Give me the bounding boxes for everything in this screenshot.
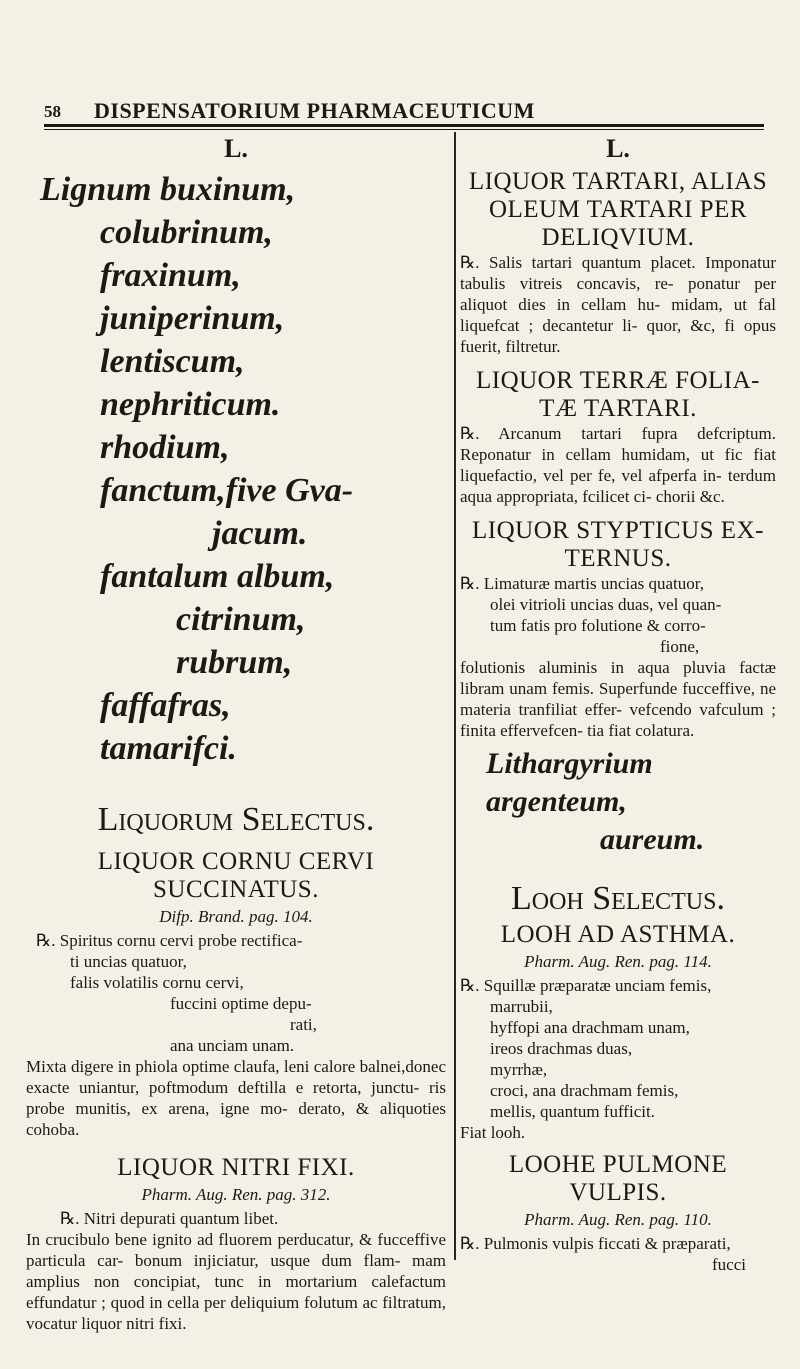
section-title: Looh Selectus. [510,880,725,917]
list-item: juniperinum, [100,300,285,337]
entry-title: TÆ TARTARI. [539,395,697,422]
entry-title: SUCCINATUS. [153,876,319,903]
left-column [26,134,446,1334]
recipe-line: marrubii, [490,997,553,1016]
recipe-line: falis volatilis cornu cervi, [70,973,244,992]
list-item: Lignum buxinum, [40,171,296,208]
header-rule-thin [44,129,764,130]
entry-title: LIQUOR TARTARI, ALIAS [468,168,768,195]
recipe-line: mellis, quantum fufficit. [490,1102,655,1121]
list-item: lentiscum, [100,343,245,380]
recipe-line: ℞. Squillæ præparatæ unciam femis, [460,976,712,995]
recipe-line: fuccini optime depu- [170,994,312,1013]
entry-liquor-cornu-cervi [26,848,446,1140]
recipe-line: olei vitrioli uncias duas, vel quan- [490,595,722,614]
recipe-line: rati, [290,1015,317,1034]
recipe-line: ℞. Spiritus cornu cervi probe rectifica- [36,931,303,950]
section-letter: L. [224,134,248,163]
recipe-line: hyffopi ana drachmam unam, [490,1018,690,1037]
entry-text: ℞. Salis tartari quantum placet. Imponatur tabulis vitreis concavis, re- ponatur per aliquot dies in cellam hu- midam, ut fal liquefcat ; decantetur li- quor, &c, fi opus fuerit, filtretur. [460,253,776,356]
running-title: DISPENSATORIUM PHARMACEUTICUM [94,98,535,123]
entry-reference: Difp. Brand. pag. 104. [159,907,313,926]
entry-title: LIQUOR NITRI FIXI. [117,1154,355,1181]
list-item: jacum. [212,515,308,552]
entry-liquor-tartari [460,168,776,357]
recipe-line: croci, ana drachmam femis, [490,1081,679,1100]
list-item: fanctum,five Gva- [100,472,354,509]
entry-title: TERNUS. [564,545,672,572]
recipe-line: fione, [660,637,700,656]
entry-title: DELIQVIUM. [541,224,695,251]
ligna-list [26,168,446,770]
list-item: nephriticum. [100,386,281,423]
recipe-line: ireos drachmas duas, [490,1039,633,1058]
recipe-line: ti uncias quatuor, [70,952,187,971]
entry-text: ℞. Arcanum tartari fupra defcriptum. Reponatur in cellam humidam, ut fic fiat liquefactio, vel per fe, vel afperfa in- terdum aqua appropriata, fcilicet ci- chorii &c. [460,424,776,506]
entry-reference: Pharm. Aug. Ren. pag. 114. [524,952,712,971]
entry-text: folutionis aluminis in aqua pluvia factæ libram unam femis. Superfunde fucceffive, ne materia tranfiliat effer- vefcendo vafculum ; finita effervefcen- tia fiat colatura. [460,658,776,740]
entry-liquor-stypticus [460,517,776,859]
recipe-line: ℞. Limaturæ martis uncias quatuor, [460,574,705,593]
list-item: tamarifci. [100,730,237,767]
entry-loohe-pulmone-vulpis [460,1151,776,1275]
list-item: rubrum, [176,644,293,681]
list-item: citrinum, [176,601,306,638]
list-item: rhodium, [100,429,230,466]
entry-reference: Pharm. Aug. Ren. pag. 110. [524,1210,712,1229]
right-column [460,134,776,1275]
entry-title: LOOH AD ASTHMA. [500,921,736,948]
recipe-line: tum fatis pro folutione & corro- [490,616,706,635]
catchword: fucci [712,1255,746,1274]
entry-title: LIQUOR STYPTICUS EX- [472,517,764,544]
list-item: faffafras, [100,687,231,724]
recipe-line: ℞. Nitri depurati quantum libet. [60,1209,279,1228]
entry-reference: Pharm. Aug. Ren. pag. 312. [141,1185,331,1204]
entry-liquor-terrae-foliatae [460,367,776,507]
section-title: Liquorum Selectus. [97,801,375,838]
entry-title: OLEUM TARTARI PER [488,196,748,223]
section-letter: L. [606,134,630,163]
list-item: fraxinum, [100,257,241,294]
entry-subtitle: Lithargyrium argenteum, [486,747,653,818]
entry-title: LIQUOR CORNU CERVI [97,848,375,875]
entry-text: Mixta digere in phiola optime claufa, leni calore balnei,donec exacte uniantur, poftmodum deftilla e retorta, junctu- ris probe munitis, ex arena, igne mo- derato, & aliquoties cohoba. [26,1057,446,1139]
list-item: fantalum album, [100,558,335,595]
column-divider [454,132,456,1260]
entry-title: LIQUOR TERRÆ FOLIA- [475,367,761,394]
entry-looh-ad-asthma [460,921,776,1143]
recipe-line: ana unciam unam. [170,1036,295,1055]
entry-title: VULPIS. [569,1179,667,1206]
recipe-line: myrrhæ, [490,1060,548,1079]
page-number: 58 [44,102,61,121]
header-rule [44,124,764,127]
entry-liquor-nitri-fixi [26,1154,446,1334]
entry-subtitle: aureum. [600,823,705,856]
entry-text: In crucibulo bene ignito ad fluorem perducatur, & fucceffive particula car- bonum injiciatur, usque dum flam- mam amplius non concipiat, tunc in mortarium calefactum effundatur ; quod in cella per deliquium folutum ac filtratum, vocatur liquor nitri fixi. [26,1230,446,1333]
entry-title: LOOHE PULMONE [508,1151,728,1178]
recipe-line: ℞. Pulmonis vulpis ficcati & præparati, [460,1234,731,1253]
list-item: colubrinum, [100,214,273,251]
recipe-line: Fiat looh. [460,1123,526,1142]
